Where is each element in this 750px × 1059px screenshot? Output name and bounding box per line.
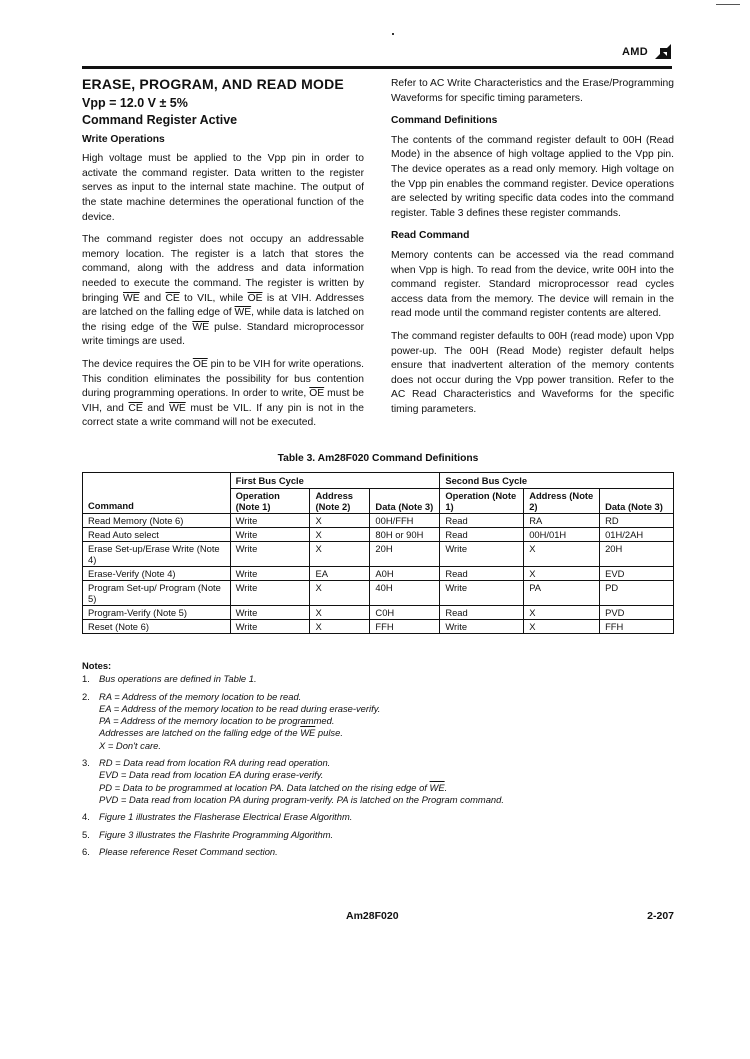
notes-title: Notes:: [82, 660, 112, 671]
paragraph: Memory contents can be accessed via the read command when Vpp is high. To read from the device, write 00H into the command register. Standard microprocessor read cycles access data from the memory. The device will remain in the read mode until the command register contents are altered.: [391, 249, 674, 320]
note-item: 1. Bus operations are defined in Table 1.: [82, 673, 257, 685]
table-row: [83, 514, 674, 528]
cell-addr1: X: [310, 620, 370, 634]
cell-command: Read Auto select: [83, 528, 231, 542]
paragraph: The command register does not occupy an addressable memory location. The register is a latch that stores the command, along with the address and data information needed to execute the command. The register is written by bringing $\overline{WE}$ and $\overline{CE}$ to VIL, while $\overline{OE}$ is at VIH. Addresses are latched on the falling edge of $\overline{WE}$, while data is latched on the rising edge of the $\overline{WE}$ pulse. Standard microprocessor write timings are used.: [82, 234, 365, 348]
cell-op1: Write: [230, 514, 310, 528]
col-header-address: Address (Note 2): [524, 489, 600, 514]
cell-command: Reset (Note 6): [83, 620, 231, 634]
cell-data2: PD: [600, 581, 674, 606]
cell-op2: Read: [440, 514, 524, 528]
cell-op1: Write: [230, 567, 310, 581]
table-row: [83, 620, 674, 634]
cell-addr2: 00H/01H: [524, 528, 600, 542]
cell-addr2: RA: [524, 514, 600, 528]
brand-name: AMD: [622, 46, 648, 58]
cell-op2: Read: [440, 606, 524, 620]
cell-addr1: X: [310, 528, 370, 542]
cell-op1: Write: [230, 606, 310, 620]
cell-addr1: X: [310, 581, 370, 606]
cell-data2: 01H/2AH: [600, 528, 674, 542]
note-item: 6. Please reference Reset Command section.: [82, 845, 278, 857]
command-definitions-heading: Command Definitions: [391, 115, 498, 127]
cell-op1: Write: [230, 620, 310, 634]
cell-addr1: EA: [310, 567, 370, 581]
cell-op1: Write: [230, 528, 310, 542]
cell-data1: A0H: [370, 567, 440, 581]
cell-op1: Write: [230, 581, 310, 606]
paragraph: The device requires the $\overline{OE}$ pin to be VIH for write operations. This condition eliminates the possibility for bus contention during programming operations. In order to write, $\overline{OE}$ must be VIH, and $\overline{CE}$ and $\overline{WE}$ must be VIL. If any pin is not in the correct state a write command will not be executed.: [82, 358, 364, 429]
table-row: [83, 606, 674, 620]
paragraph: Refer to AC Write Characteristics and the Erase/Programming Waveforms for specific timing parameters.: [391, 78, 674, 104]
col-header-data: Data (Note 3): [600, 489, 674, 514]
cell-addr1: X: [310, 606, 370, 620]
paragraph: The command register defaults to 00H (read mode) upon Vpp power-up. The 00H (Read Mode) register default helps ensure that inadvertent alteration of the memory contents does not occur during the Vpp power transition. Refer to the AC Read Characteristics and Waveforms for the specific timing parameters.: [391, 330, 674, 415]
cell-data1: 40H: [370, 581, 440, 606]
table-caption: Table 3. Am28F020 Command Definitions: [277, 453, 479, 464]
cell-command: Program Set-up/ Program (Note 5): [83, 581, 231, 606]
table-notes: [82, 660, 674, 863]
left-column: [82, 77, 364, 439]
right-column: [391, 77, 674, 425]
cell-command: Erase Set-up/Erase Write (Note 4): [83, 542, 231, 567]
note-item: 5. Figure 3 illustrates the Flashrite Programming Algorithm.: [82, 828, 334, 840]
cell-op2: Write: [440, 542, 524, 567]
cell-addr2: X: [524, 620, 600, 634]
cell-data1: 20H: [370, 542, 440, 567]
cell-data2: EVD: [600, 567, 674, 581]
amd-arrow-icon: [654, 44, 672, 60]
cell-addr2: X: [524, 542, 600, 567]
table-row: [83, 567, 674, 581]
cell-addr2: PA: [524, 581, 600, 606]
group-first-bus-cycle: First Bus Cycle: [230, 473, 440, 489]
cell-op1: Write: [230, 542, 310, 567]
cell-command: Program-Verify (Note 5): [83, 606, 231, 620]
cell-op2: Write: [440, 620, 524, 634]
cell-data2: RD: [600, 514, 674, 528]
note-item: 4. Figure 1 illustrates the Flasherase Electrical Erase Algorithm.: [82, 811, 353, 823]
col-header-operation: Operation (Note 1): [230, 489, 310, 514]
corner-mark: [716, 4, 740, 5]
col-header-address: Address (Note 2): [310, 489, 370, 514]
cell-command: Erase-Verify (Note 4): [83, 567, 231, 581]
note-item: 3. RD = Data read from location RA during read operation. EVD = Data read from location EA during erase-verify. PD = Data to be programmed at location PA. Data latched on the rising edge of $\overline{WE}$. PVD = Data read from location PA during program-verify. PA is latched on the Program command.: [82, 757, 504, 805]
read-command-heading: Read Command: [391, 230, 470, 242]
cell-data2: FFH: [600, 620, 674, 634]
cell-addr2: X: [524, 567, 600, 581]
cell-addr1: X: [310, 542, 370, 567]
vpp-line: Vpp = 12.0 V ± 5%: [82, 95, 188, 110]
paragraph: The contents of the command register default to 00H (Read Mode) in the absence of high voltage applied to the Vpp pin. The device operates as a read only memory. High voltage on the Vpp pin enables the command register. Device operations are selected by writing specific data codes into the command register. Table 3 defines these register commands.: [391, 134, 674, 219]
table-row: [83, 581, 674, 606]
table-row: [83, 528, 674, 542]
cell-data2: PVD: [600, 606, 674, 620]
note-item: 2. RA = Address of the memory location to be read. EA = Address of the memory location to be read during erase-verify. PA = Address of the memory location to be programmed. Addresses are latched on the falling edge of the $\overline{WE}$ pulse. X = Don't care.: [82, 690, 381, 751]
header-logo: [622, 44, 672, 60]
paragraph: High voltage must be applied to the Vpp pin in order to activate the command register. Data written to the register serves as input to the internal state machine. The output of the state machine determines the operational function of the device.: [82, 153, 364, 223]
cell-op2: Write: [440, 581, 524, 606]
table-group-header: [83, 473, 674, 489]
cell-op2: Read: [440, 567, 524, 581]
col-header-data: Data (Note 3): [370, 489, 440, 514]
cell-data1: 80H or 90H: [370, 528, 440, 542]
cell-addr1: X: [310, 514, 370, 528]
cell-data1: 00H/FFH: [370, 514, 440, 528]
col-header-operation: Operation (Note 1): [440, 489, 524, 514]
table-row: [83, 542, 674, 567]
cell-command: Read Memory (Note 6): [83, 514, 231, 528]
footer-doc-id: Am28F020: [346, 910, 399, 922]
write-operations-heading: Write Operations: [82, 133, 165, 145]
section-subtitle: Command Register Active: [82, 112, 238, 127]
col-header-command: Command: [83, 473, 231, 514]
stray-dot: [392, 33, 394, 35]
cell-data2: 20H: [600, 542, 674, 567]
cell-data1: FFH: [370, 620, 440, 634]
cell-op2: Read: [440, 528, 524, 542]
group-second-bus-cycle: Second Bus Cycle: [440, 473, 674, 489]
header-rule: [82, 66, 672, 69]
cell-addr2: X: [524, 606, 600, 620]
footer-page-number: 2-207: [647, 910, 674, 922]
command-table: [82, 472, 674, 634]
section-title: ERASE, PROGRAM, AND READ MODE: [82, 76, 344, 92]
cell-data1: C0H: [370, 606, 440, 620]
